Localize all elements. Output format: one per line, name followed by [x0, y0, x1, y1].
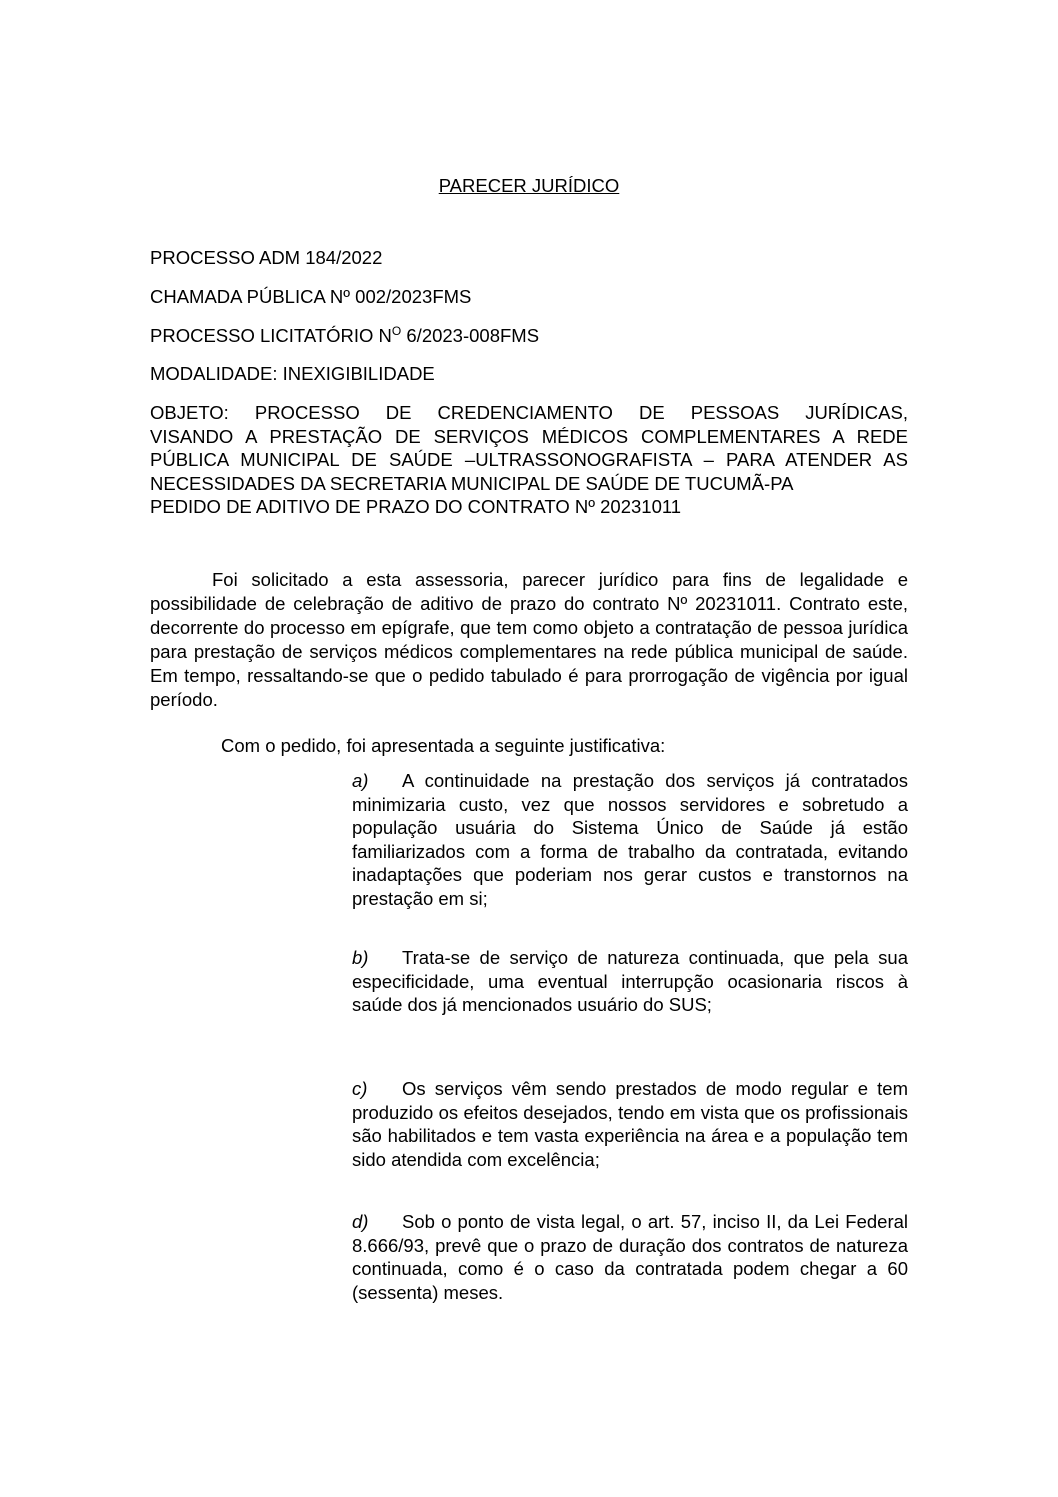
- justification-item-a: [352, 769, 908, 910]
- item-text: A continuidade na prestação dos serviços já contratados minimizaria custo, vez que nossos servidores e sobretudo a população usuária do Sistema Único de Saúde já estão familiarizados com a forma de trabalho da contratada, evitando inadaptações que poderiam nos gerar custos e transtornos na prestação em si;: [352, 770, 908, 909]
- justification-item-d: [352, 1210, 908, 1304]
- objeto-line: NECESSIDADES DA SECRETARIA MUNICIPAL DE SAÚDE DE TUCUMÃ-PA: [150, 472, 794, 494]
- chamada-publica: CHAMADA PÚBLICA Nº 002/2023FMS: [150, 286, 472, 307]
- body-paragraph-text: Foi solicitado a esta assessoria, parecer jurídico para fins de legalidade e possibilidade de celebração de aditivo de prazo do contrato Nº 20231011. Contrato este, decorrente do processo em epígrafe, que tem como objeto a contratação de pessoa jurídica para prestação de serviços médicos complementares na rede pública municipal de saúde. Em tempo, ressaltando-se que o pedido tabulado é para prorrogação de vigência por igual período.: [150, 569, 908, 710]
- objeto-line: PEDIDO DE ADITIVO DE PRAZO DO CONTRATO Nº 20231011: [150, 496, 682, 517]
- justification-item-c: [352, 1077, 908, 1171]
- processo-licitatorio: [150, 325, 539, 347]
- objeto-line: VISANDO A PRESTAÇÃO DE SERVIÇOS MÉDICOS COMPLEMENTARES A REDE: [150, 425, 908, 447]
- objeto-line: PÚBLICA MUNICIPAL DE SAÚDE –ULTRASSONOGRAFISTA – PARA ATENDER AS: [150, 449, 908, 470]
- item-text: Trata-se de serviço de natureza continuada, que pela sua especificidade, uma eventual interrupção ocasionaria riscos à saúde dos já mencionados usuário do SUS;: [352, 947, 908, 1015]
- modalidade: MODALIDADE: INEXIGIBILIDADE: [150, 363, 435, 384]
- processo-licitatorio-prefix: PROCESSO LICITATÓRIO N: [150, 325, 392, 346]
- justification-intro: Com o pedido, foi apresentada a seguinte justificativa:: [221, 735, 666, 756]
- document-title: PARECER JURÍDICO: [438, 175, 620, 196]
- objeto-block: [150, 401, 908, 519]
- objeto-line: OBJETO: PROCESSO DE CREDENCIAMENTO DE PESSOAS JURÍDICAS,: [150, 402, 908, 423]
- processo-adm: PROCESSO ADM 184/2022: [150, 247, 383, 268]
- item-marker: c): [352, 1078, 368, 1099]
- body-paragraph: [150, 568, 908, 712]
- item-text: Sob o ponto de vista legal, o art. 57, inciso II, da Lei Federal 8.666/93, prevê que o prazo de duração dos contratos de natureza continuada, como é o caso da contratada podem chegar a 60 (sessenta) meses.: [352, 1211, 908, 1303]
- item-text: Os serviços vêm sendo prestados de modo regular e tem produzido os efeitos desejados, tendo em vista que os profissionais são habilitados e tem vasta experiência na área e a população tem sido atendida com excelência;: [352, 1078, 908, 1170]
- item-marker: d): [352, 1211, 369, 1232]
- processo-licitatorio-sup: O: [391, 323, 402, 338]
- justification-item-b: [352, 946, 908, 1017]
- processo-licitatorio-suffix: 6/2023-008FMS: [401, 325, 540, 346]
- item-marker: b): [352, 947, 369, 968]
- item-marker: a): [352, 770, 369, 791]
